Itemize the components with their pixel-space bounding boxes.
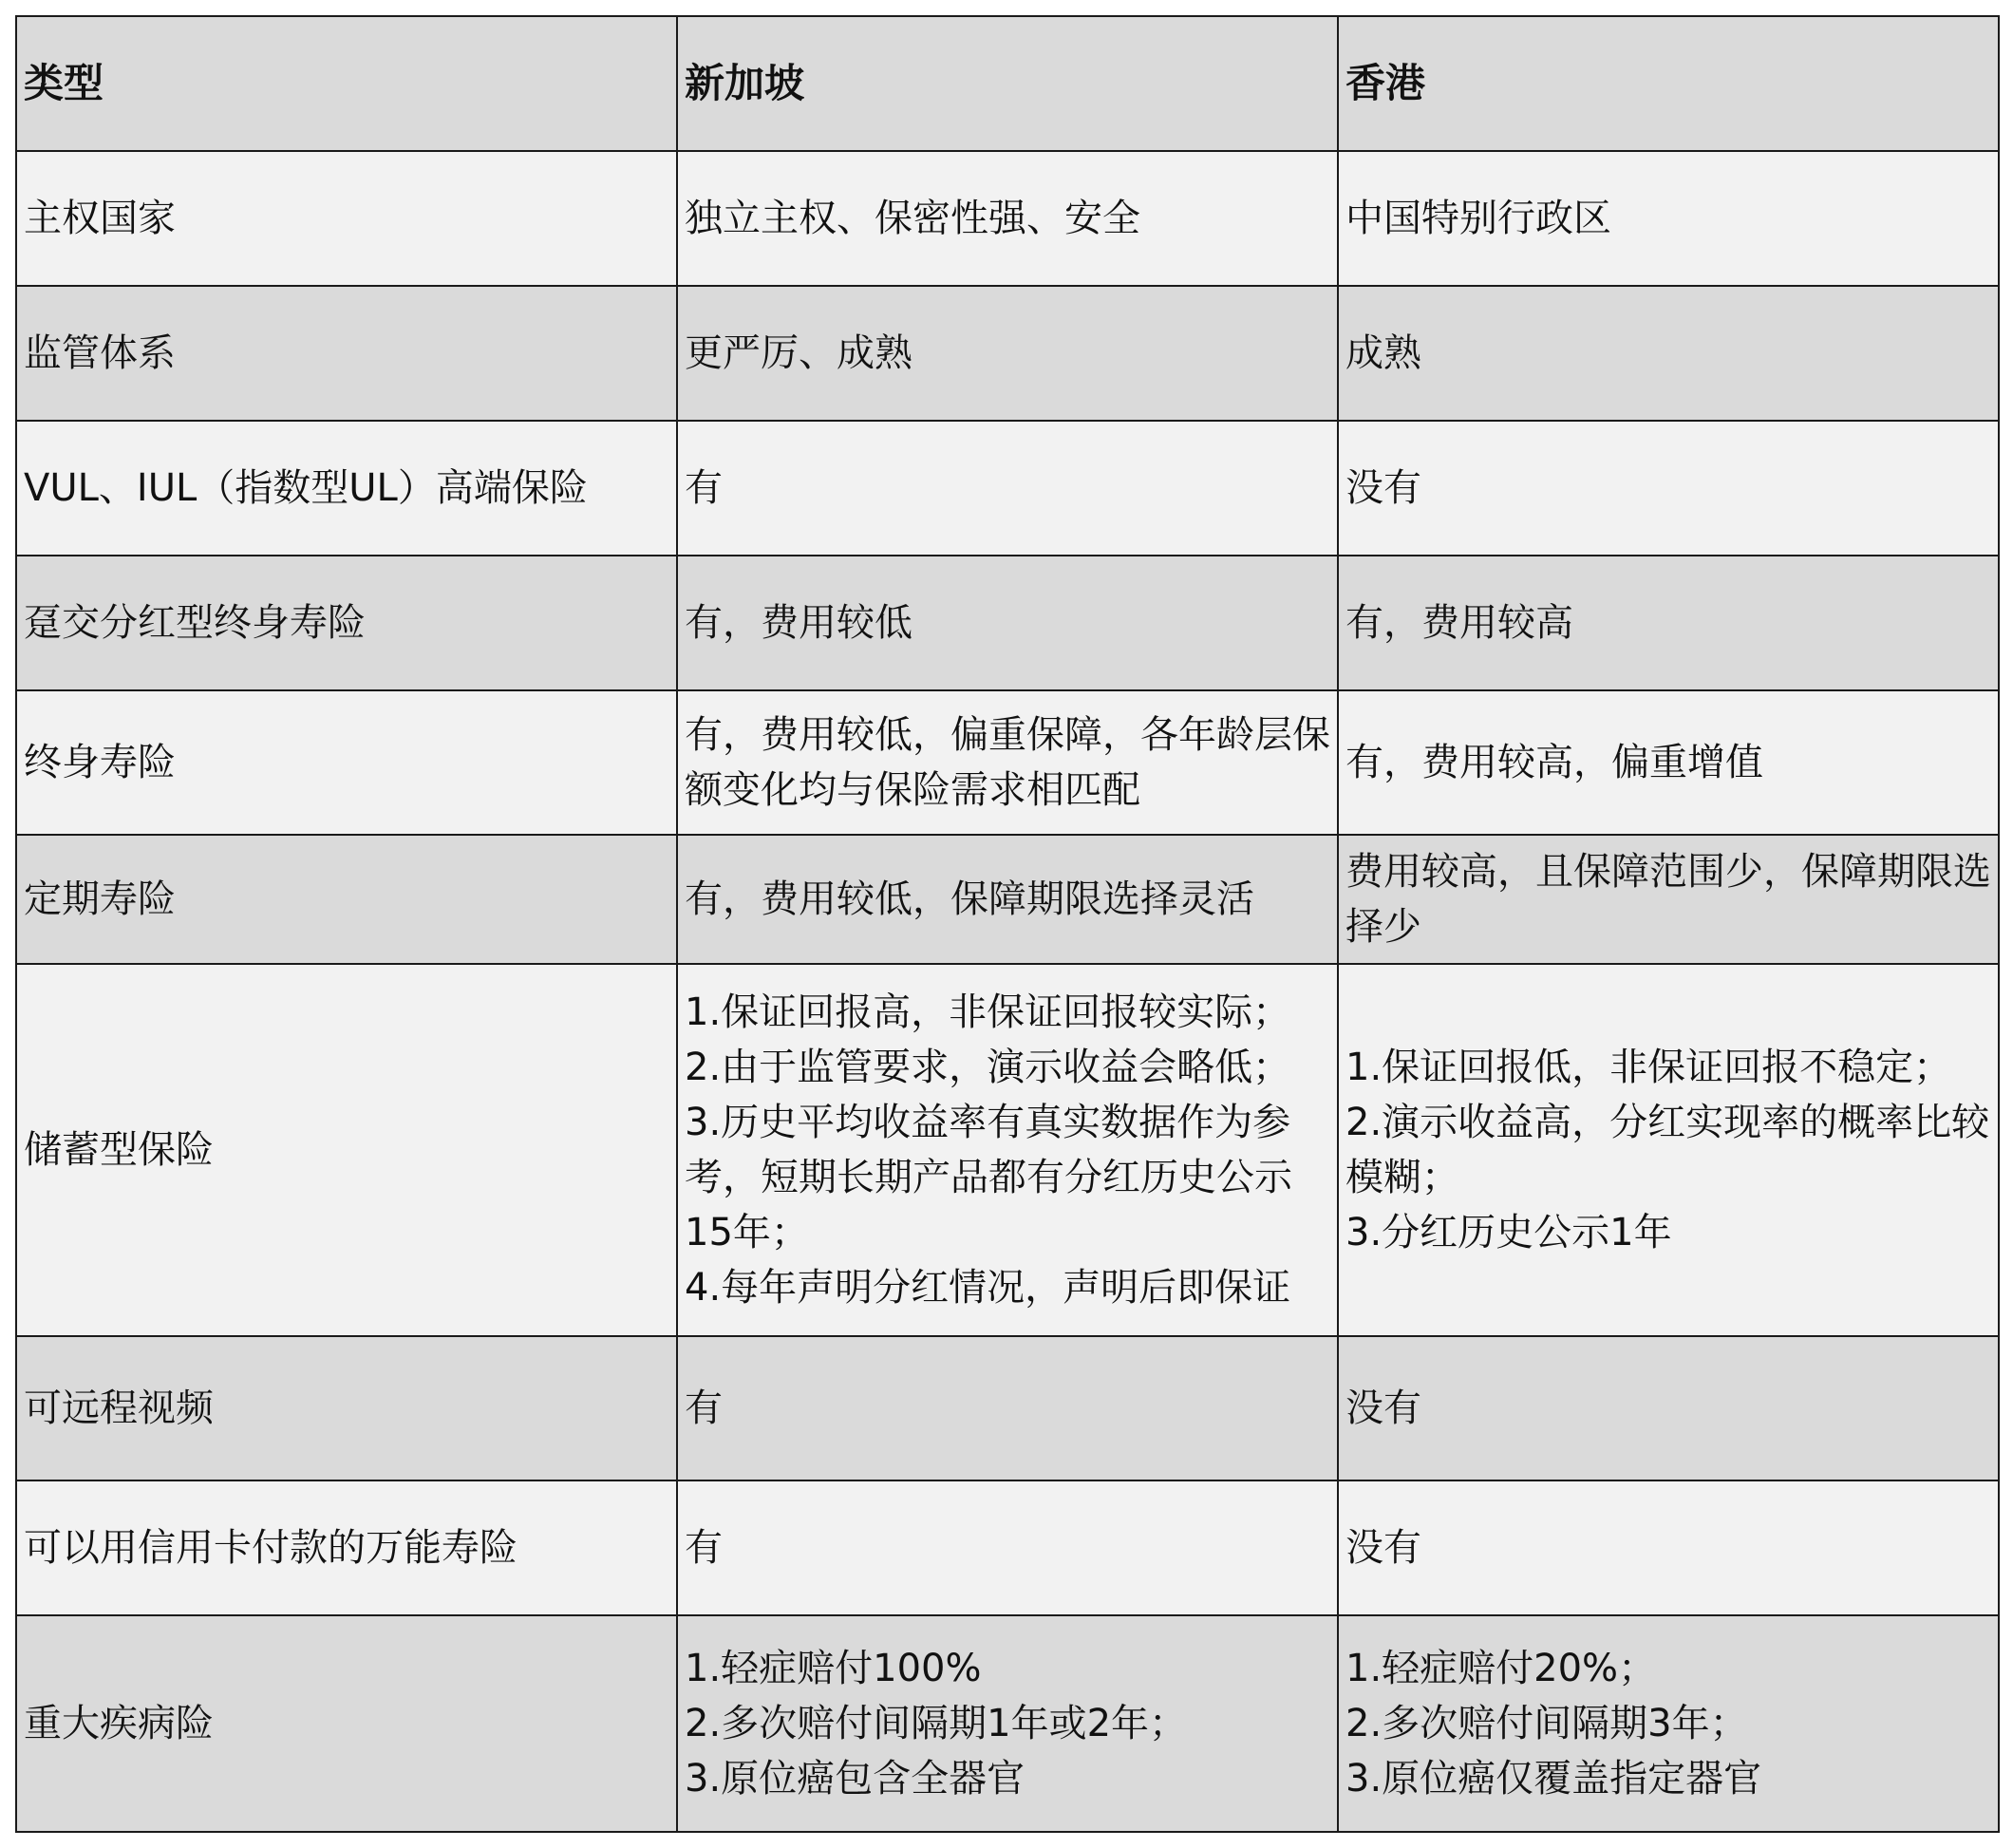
hongkong-cell: 1.保证回报低，非保证回报不稳定； 2.演示收益高，分红实现率的概率比较 模糊； 3.分红历史公示1年 [1338,964,1999,1336]
hongkong-cell: 中国特别行政区 [1338,151,1999,286]
header-singapore: 新加坡 [677,16,1338,151]
hongkong-cell: 没有 [1338,1480,1999,1615]
singapore-cell: 独立主权、保密性强、安全 [677,151,1338,286]
header-hongkong: 香港 [1338,16,1999,151]
hongkong-cell: 没有 [1338,421,1999,556]
singapore-cell: 有 [677,1480,1338,1615]
row-label: 主权国家 [16,151,677,286]
hongkong-cell: 有，费用较高，偏重增值 [1338,690,1999,835]
table-row [16,421,1999,556]
row-label: 储蓄型保险 [16,964,677,1336]
table-row [16,286,1999,421]
table-row [16,964,1999,1336]
table-row [16,556,1999,690]
singapore-cell: 有 [677,1336,1338,1480]
comparison-table [15,15,2000,1833]
header-row [16,16,1999,151]
row-label: 趸交分红型终身寿险 [16,556,677,690]
singapore-cell: 更严厉、成熟 [677,286,1338,421]
singapore-cell: 有，费用较低，偏重保障，各年龄层保 额变化均与保险需求相匹配 [677,690,1338,835]
row-label: 可远程视频 [16,1336,677,1480]
row-label: 终身寿险 [16,690,677,835]
hongkong-cell: 没有 [1338,1336,1999,1480]
table-row [16,1480,1999,1615]
hongkong-cell: 成熟 [1338,286,1999,421]
table-row [16,1336,1999,1480]
header-type: 类型 [16,16,677,151]
singapore-cell: 有，费用较低，保障期限选择灵活 [677,835,1338,964]
singapore-cell: 1.轻症赔付100% 2.多次赔付间隔期1年或2年； 3.原位癌包含全器官 [677,1615,1338,1832]
hongkong-cell: 有，费用较高 [1338,556,1999,690]
table-row [16,151,1999,286]
table-row [16,835,1999,964]
row-label: 监管体系 [16,286,677,421]
row-label: 定期寿险 [16,835,677,964]
singapore-cell: 有，费用较低 [677,556,1338,690]
hongkong-cell: 费用较高，且保障范围少，保障期限选 择少 [1338,835,1999,964]
singapore-cell: 1.保证回报高，非保证回报较实际； 2.由于监管要求，演示收益会略低； 3.历史平均收益率有真实数据作为参 考，短期长期产品都有分红历史公示 15年； 4.每年声明分红情况，声明后即保证 [677,964,1338,1336]
table-row [16,690,1999,835]
table-row [16,1615,1999,1832]
singapore-cell: 有 [677,421,1338,556]
row-label: 重大疾病险 [16,1615,677,1832]
row-label: VUL、IUL（指数型UL）高端保险 [16,421,677,556]
row-label: 可以用信用卡付款的万能寿险 [16,1480,677,1615]
hongkong-cell: 1.轻症赔付20%； 2.多次赔付间隔期3年； 3.原位癌仅覆盖指定器官 [1338,1615,1999,1832]
